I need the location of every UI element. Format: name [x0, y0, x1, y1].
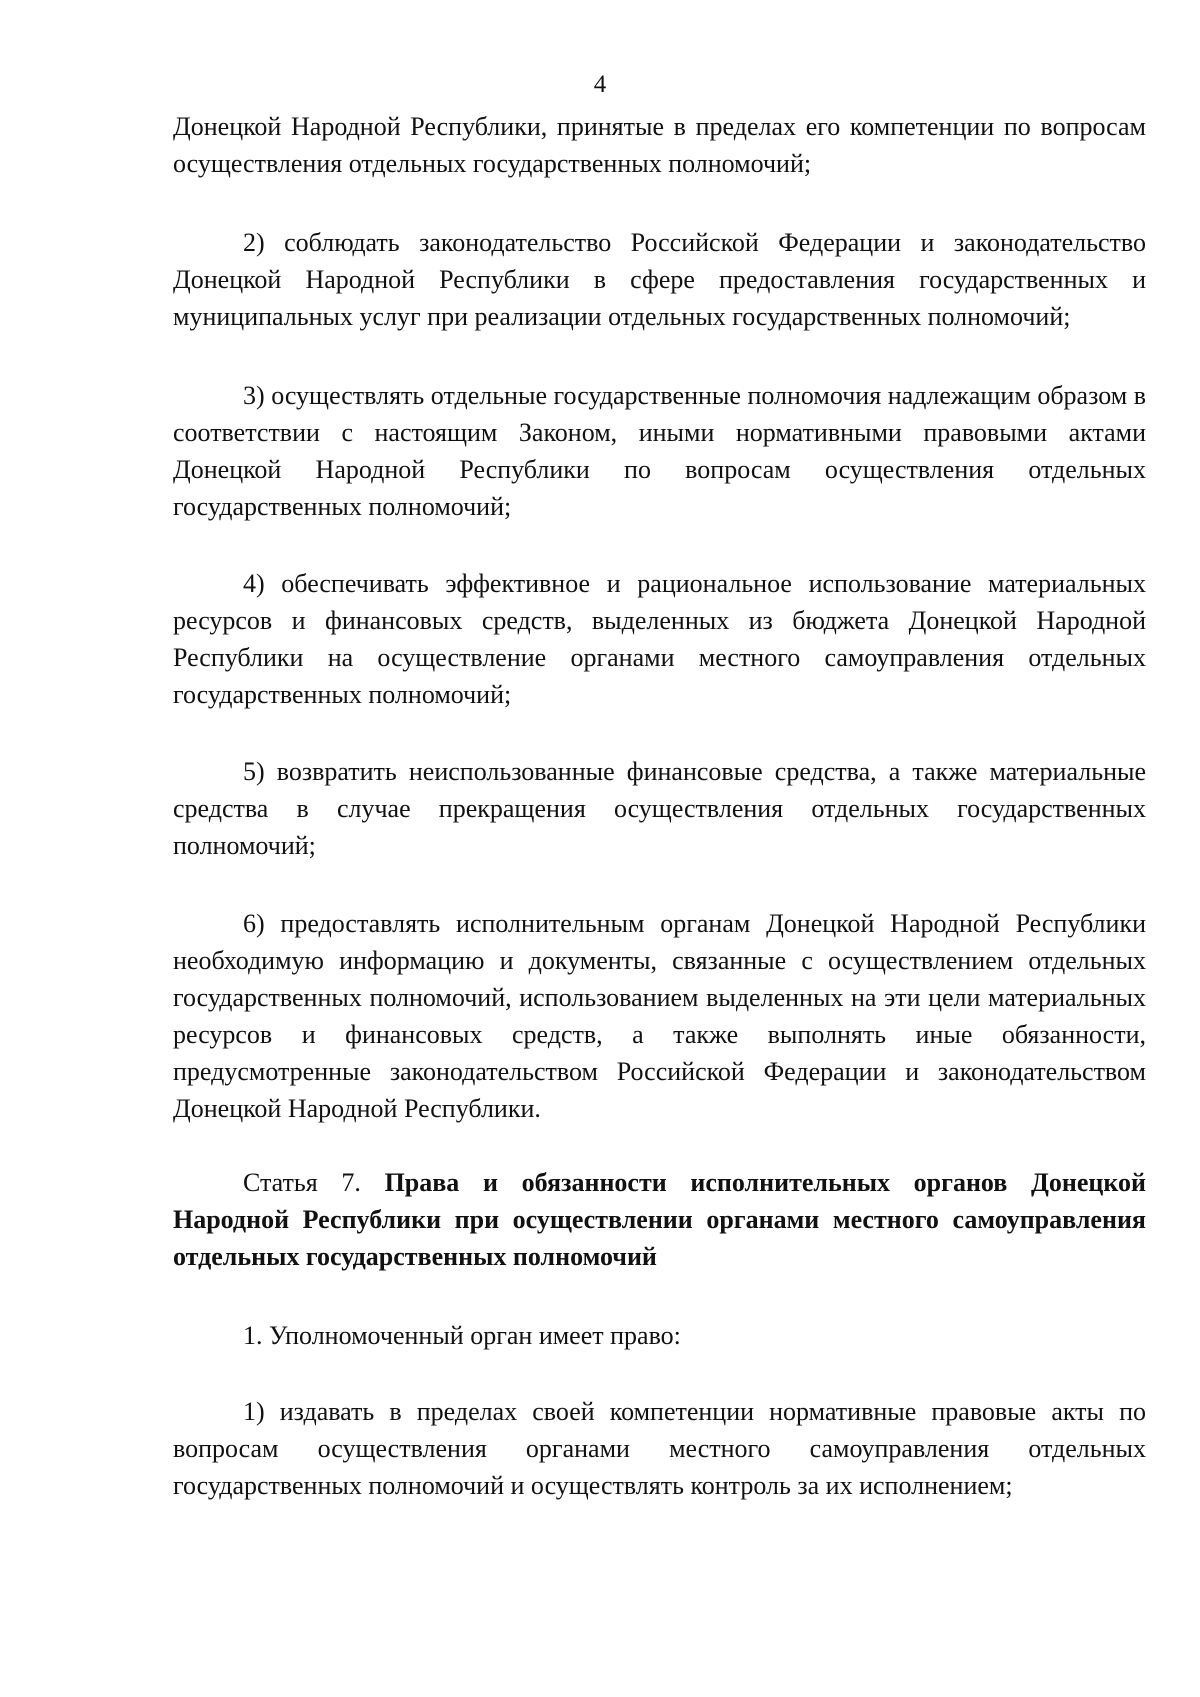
paragraph-item-4: 4) обеспечивать эффективное и рациональное использование материальных ресурсов и финансовых средств, выделенных из бюджета Донецкой Народной Республики на осуществление органами местного самоуправления отдельных государственных полномочий; — [173, 569, 1146, 709]
paragraph-item-2: 2) соблюдать законодательство Российской Федерации и законодательство Донецкой Народной Республики в сфере предоставления государственных и муниципальных услуг при реализации отдельных государственных полномочий; — [173, 228, 1146, 331]
paragraph-item-3: 3) осуществлять отдельные государственные полномочия надлежащим образом в соответствии с настоящим Законом, иными нормативными правовыми актами Донецкой Народной Республики по вопросам осуществления отдельных государственных полномочий; — [173, 381, 1146, 521]
subsection-item-1: 1) издавать в пределах своей компетенции нормативные правовые акты по вопросам осуществления органами местного самоуправления отдельных государственных полномочий и осуществлять контроль за их исполнением; — [173, 1397, 1146, 1500]
article-number: Статья 7. — [243, 1168, 361, 1197]
paragraph-item-6: 6) предоставлять исполнительным органам Донецкой Народной Республики необходимую информацию и документы, связанные с осуществлением отдельных государственных полномочий, использованием выделенных на эти цели материальных ресурсов и финансовых средств, а также выполнять иные обязанности, предусмотренные законодательством Российской Федерации и законодательством Донецкой Народной Республики. — [173, 909, 1146, 1123]
article-heading — [173, 1164, 1146, 1275]
section-item-1: 1. Уполномоченный орган имеет право: — [243, 1321, 681, 1350]
page-number: 4 — [593, 71, 607, 98]
paragraph-continuation: Донецкой Народной Республики, принятые в пределах его компетенции по вопросам осуществления отдельных государственных полномочий; — [173, 112, 1146, 178]
article-title: Права и обязанности исполнительных органов Донецкой Народной Республики при осуществлении органами местного самоуправления отдельных государственных полномочий — [173, 1168, 1146, 1271]
paragraph-item-5: 5) возвратить неиспользованные финансовые средства, а также материальные средства в случае прекращения осуществления отдельных государственных полномочий; — [173, 757, 1146, 860]
